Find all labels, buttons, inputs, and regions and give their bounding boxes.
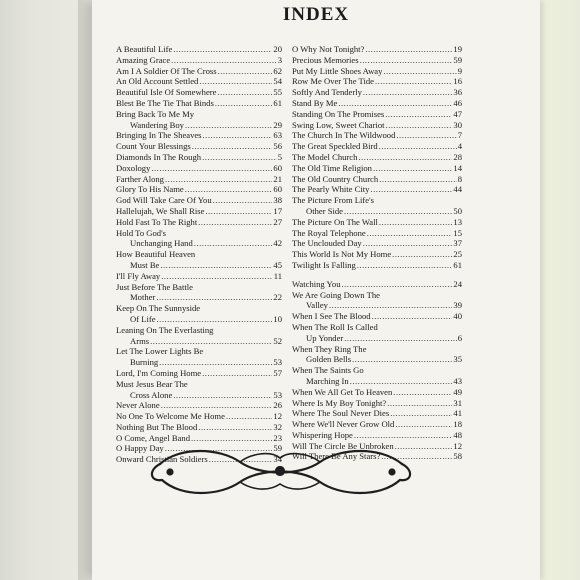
entry-title: Hold Fast To The Right [116, 216, 198, 227]
entry-page-number: 37 [453, 238, 462, 249]
index-entry [292, 228, 462, 239]
entry-page-number: 7 [457, 130, 462, 141]
dot-leader [352, 354, 452, 365]
entry-page-number: 45 [273, 259, 282, 270]
entry-title: No One To Welcome Me Home [116, 411, 225, 422]
entry-page-number: 16 [453, 76, 462, 87]
entry-page-number: 44 [453, 184, 462, 195]
entry-page-number: 30 [453, 119, 462, 130]
dot-leader [379, 217, 453, 228]
entry-title-line: Valley [306, 300, 328, 311]
dot-leader [342, 279, 453, 290]
entry-page-number: 53 [273, 389, 282, 400]
index-entry [116, 379, 282, 401]
dot-leader [387, 398, 452, 409]
entry-page-number: 55 [273, 87, 282, 98]
entry-page-number: 56 [273, 141, 282, 152]
entry-title: I'll Fly Away [116, 270, 161, 281]
entry-title-line: How Beautiful Heaven [116, 249, 196, 260]
dot-leader [173, 44, 272, 55]
entry-page-number: 59 [273, 443, 282, 454]
entry-title: God Will Take Care Of You [116, 195, 212, 206]
index-entry [292, 311, 462, 322]
entry-title: Bringing In The Sheaves [116, 130, 202, 141]
entry-title-line: Must Be [130, 259, 160, 270]
entry-title: Lord, I'm Coming Home [116, 367, 202, 378]
entry-page-number: 63 [273, 130, 282, 141]
index-entry [292, 174, 462, 185]
entry-page-number: 34 [273, 454, 282, 465]
entry-title-line: When The Saints Go [292, 365, 364, 376]
index-entry [292, 365, 462, 387]
dot-leader [150, 336, 272, 347]
entry-title-line: Wandering Boy [130, 119, 184, 130]
entry-page-number: 59 [453, 54, 462, 65]
entry-title-line: Marching In [306, 375, 349, 386]
dot-leader [344, 206, 452, 217]
entry-page-number: 60 [273, 162, 282, 173]
dot-leader [338, 98, 452, 109]
entry-title: O Why Not Tonight? [292, 44, 365, 54]
entry-title: Farther Along [116, 173, 164, 184]
entry-title-line: Burning [130, 357, 159, 368]
entry-page-number: 38 [273, 195, 282, 206]
entry-title-line: Unchanging Hand [130, 238, 193, 249]
index-entry [116, 76, 282, 87]
entry-title: Count Your Blessings [116, 141, 191, 152]
dot-leader [372, 311, 453, 322]
dot-leader [373, 163, 452, 174]
entry-title-line: Keep On The Sunnyside [116, 303, 201, 314]
entry-title-line: Hold To God's [116, 227, 166, 238]
entry-page-number: 57 [273, 367, 282, 378]
entry-page-number: 28 [453, 151, 462, 162]
dot-leader [383, 66, 456, 77]
entry-title-line: Let The Lower Lights Be [116, 346, 204, 357]
dot-leader [198, 217, 272, 228]
index-entry [116, 130, 282, 141]
entry-page-number: 52 [273, 335, 282, 346]
index-entry [116, 152, 282, 163]
dot-leader [215, 98, 273, 109]
entry-title: Beautiful Isle Of Somewhere [116, 87, 217, 98]
entry-page-number: 11 [273, 270, 282, 281]
entry-title: An Old Account Settled [116, 76, 199, 87]
entry-page-number: 53 [273, 357, 282, 368]
entry-title-line: Cross Alone [130, 389, 173, 400]
dot-leader [363, 238, 453, 249]
entry-title-line: When They Ring The [292, 343, 367, 354]
dot-leader [213, 195, 273, 206]
entry-page-number: 40 [453, 311, 462, 322]
entry-page-number: 43 [453, 375, 462, 386]
index-entry [116, 66, 282, 77]
entry-page-number: 15 [453, 227, 462, 238]
index-entry [116, 174, 282, 185]
decorative-flourish [140, 436, 420, 506]
entry-title: The Pearly White City [292, 184, 370, 195]
index-entry [292, 120, 462, 131]
index-entry [292, 249, 462, 260]
dot-leader [395, 419, 452, 430]
entry-page-number: 5 [277, 151, 282, 162]
entry-title: Diamonds In The Rough [116, 151, 202, 162]
entry-page-number: 32 [273, 421, 282, 432]
entry-title: Never Alone [116, 400, 160, 411]
index-entry [116, 109, 282, 131]
index-entry [116, 325, 282, 347]
index-entry [116, 55, 282, 66]
dot-leader [360, 55, 453, 66]
entry-title: Stand By Me [292, 97, 338, 108]
entry-title-line: We Are Going Down The [292, 289, 380, 300]
dot-leader [192, 141, 273, 152]
index-entry [292, 398, 462, 409]
index-entry [116, 217, 282, 228]
entry-page-number: 61 [273, 97, 282, 108]
entry-title: Row Me Over The Tide [292, 76, 374, 87]
entry-title-line: When The Roll Is Called [292, 321, 378, 332]
dot-leader [385, 109, 452, 120]
index-entry [292, 141, 462, 152]
entry-page-number: 4 [457, 141, 462, 152]
dot-leader [218, 66, 273, 77]
entry-page-number: 35 [453, 354, 462, 365]
entry-title: The Church In The Wildwood [292, 130, 396, 141]
entry-page-number: 23 [273, 432, 282, 443]
entry-title: The Picture On The Wall [292, 216, 378, 227]
entry-page-number: 26 [273, 400, 282, 411]
entry-page-number: 20 [273, 44, 282, 54]
entry-title: The Royal Telephone [292, 227, 366, 238]
entry-page-number: 13 [453, 216, 462, 227]
dot-leader [161, 271, 273, 282]
dot-leader [217, 87, 272, 98]
entry-title-line: Of Life [130, 313, 156, 324]
entry-title: When I See The Blood [292, 311, 371, 322]
entry-title: Whispering Hope [292, 429, 353, 440]
dot-leader [173, 390, 272, 401]
index-entry [292, 66, 462, 77]
index-column-left [116, 44, 282, 465]
entry-title: Twilight Is Falling [292, 259, 356, 270]
entry-title: Will The Circle Be Unbroken [292, 440, 394, 451]
index-entry [292, 260, 462, 271]
entry-title: Softly And Tenderly [292, 87, 362, 98]
index-entry [116, 87, 282, 98]
dot-leader [203, 130, 273, 141]
index-entry [292, 76, 462, 87]
dot-leader [165, 174, 272, 185]
dot-leader [379, 141, 457, 152]
entry-page-number: 14 [453, 162, 462, 173]
index-entry [116, 195, 282, 206]
dot-leader [357, 260, 453, 271]
entry-page-number: 25 [453, 249, 462, 260]
dot-leader [365, 44, 452, 55]
entry-title: Am I A Soldier Of The Cross [116, 65, 217, 76]
entry-page-number: 48 [453, 429, 462, 440]
entry-title: Put My Little Shoes Away [292, 65, 383, 76]
index-entry [292, 217, 462, 228]
dot-leader [350, 376, 453, 387]
index-entry [292, 109, 462, 120]
entry-page-number: 62 [273, 65, 282, 76]
index-entry [116, 98, 282, 109]
dot-leader [202, 368, 272, 379]
dot-leader [159, 357, 272, 368]
dot-leader [160, 260, 272, 271]
entry-title: When We All Get To Heaven [292, 386, 393, 397]
entry-title-line: Arms [130, 335, 150, 346]
index-entry [292, 163, 462, 174]
entry-page-number: 58 [453, 451, 462, 462]
dot-leader [185, 184, 273, 195]
dot-leader [171, 55, 277, 66]
dot-leader [370, 184, 452, 195]
entry-page-number: 54 [273, 76, 282, 87]
entry-title: The Great Speckled Bird [292, 141, 378, 152]
index-entry [116, 271, 282, 282]
entry-page-number: 42 [273, 238, 282, 249]
entry-page-number: 10 [273, 313, 282, 324]
index-entry [116, 44, 282, 55]
dot-leader [396, 130, 456, 141]
entry-title: The Unclouded Day [292, 238, 362, 249]
dot-leader [194, 238, 273, 249]
index-entry [116, 346, 282, 368]
index-entry [116, 303, 282, 325]
entry-page-number: 6 [457, 332, 462, 343]
index-entry [116, 411, 282, 422]
entry-title: Precious Memories [292, 54, 359, 65]
entry-title: Where The Soul Never Dies [292, 408, 390, 419]
entry-page-number: 21 [273, 173, 282, 184]
entry-title-line: Must Jesus Bear The [116, 378, 188, 389]
index-entry [292, 387, 462, 398]
entry-title: The Model Church [292, 151, 358, 162]
dot-leader [358, 152, 452, 163]
entry-page-number: 49 [453, 386, 462, 397]
index-entry [292, 290, 462, 312]
index-entry [116, 184, 282, 195]
entry-title: Hallelujah, We Shall Rise [116, 205, 205, 216]
index-page [92, 0, 540, 580]
entry-page-number: 47 [453, 108, 462, 119]
entry-page-number: 18 [453, 419, 462, 430]
dot-leader [161, 400, 273, 411]
entry-title: Where Is My Boy Tonight? [292, 397, 387, 408]
dot-leader [329, 300, 452, 311]
dot-leader [198, 422, 272, 433]
entry-title: Where We'll Never Grow Old [292, 419, 395, 430]
index-column-right [292, 44, 462, 462]
entry-page-number: 17 [273, 205, 282, 216]
index-entry [116, 206, 282, 217]
dot-leader [344, 333, 456, 344]
entry-title: Nothing But The Blood [116, 421, 198, 432]
index-entry [292, 322, 462, 344]
entry-title: Glory To His Name [116, 184, 184, 195]
entry-title-line: Golden Bells [306, 354, 352, 365]
entry-title: Amazing Grace [116, 54, 171, 65]
entry-page-number: 12 [453, 440, 462, 451]
index-entry [292, 55, 462, 66]
entry-title: Standing On The Promises [292, 108, 385, 119]
entry-title-line: Leaning On The Everlasting [116, 324, 214, 335]
entry-page-number: 50 [453, 205, 462, 216]
entry-page-number: 46 [453, 97, 462, 108]
index-entry [292, 184, 462, 195]
index-entry [292, 44, 462, 55]
entry-page-number: 22 [273, 292, 282, 303]
index-entry [292, 344, 462, 366]
entry-page-number: 61 [453, 259, 462, 270]
index-entry [292, 238, 462, 249]
dot-leader [185, 120, 272, 131]
entry-page-number: 3 [277, 54, 282, 65]
entry-title: Will There Be Any Stars? [292, 451, 381, 462]
column-gap [292, 271, 462, 279]
dot-leader [205, 206, 272, 217]
entry-title-line: Just Before The Battle [116, 281, 193, 292]
dot-leader [157, 314, 273, 325]
dot-leader [390, 408, 452, 419]
entry-page-number: 8 [457, 173, 462, 184]
entry-title-line: Other Side [306, 205, 343, 216]
entry-title: Blest Be The Tie That Binds [116, 97, 214, 108]
index-entry [116, 249, 282, 271]
entry-page-number: 36 [453, 87, 462, 98]
index-entry [116, 368, 282, 379]
dot-leader [202, 152, 277, 163]
index-entry [116, 163, 282, 174]
entry-page-number: 41 [453, 408, 462, 419]
entry-title: O Happy Day [116, 443, 164, 454]
index-entry [292, 130, 462, 141]
index-entry [116, 400, 282, 411]
dot-leader [392, 249, 452, 260]
entry-page-number: 24 [453, 278, 462, 289]
page-title: INDEX [282, 4, 350, 25]
dot-leader [386, 120, 453, 131]
index-entry [292, 419, 462, 430]
dot-leader [379, 174, 457, 185]
entry-title-line: The Picture From Life's [292, 195, 374, 206]
entry-title: Watching You [292, 278, 341, 289]
entry-title: The Old Time Religion [292, 162, 372, 173]
entry-title-line: Mother [130, 292, 156, 303]
entry-title: O Come, Angel Band [116, 432, 190, 443]
index-entry [116, 228, 282, 250]
dot-leader [226, 411, 273, 422]
entry-page-number: 29 [273, 119, 282, 130]
index-entry [292, 152, 462, 163]
entry-title: Swing Low, Sweet Chariot [292, 119, 385, 130]
index-entry [292, 98, 462, 109]
entry-page-number: 31 [453, 397, 462, 408]
dot-leader [367, 228, 453, 239]
entry-title: This World Is Not My Home [292, 249, 392, 260]
dot-leader [393, 387, 452, 398]
dot-leader [151, 163, 272, 174]
entry-title: Onward Christian Soldiers [116, 454, 208, 465]
entry-title-line: Bring Back To Me My [116, 108, 195, 119]
dot-leader [199, 76, 272, 87]
entry-page-number: 19 [453, 44, 462, 54]
dot-leader [363, 87, 453, 98]
entry-page-number: 27 [273, 216, 282, 227]
index-entry [116, 422, 282, 433]
index-entry [292, 279, 462, 290]
entry-title-line: Up Yonder [306, 332, 344, 343]
index-entry [116, 282, 282, 304]
entry-page-number: 60 [273, 184, 282, 195]
dot-leader [156, 292, 272, 303]
entry-page-number: 9 [457, 65, 462, 76]
entry-title: Doxology [116, 162, 151, 173]
dot-leader [375, 76, 452, 87]
entry-title: A Beautiful Life [116, 44, 173, 54]
entry-title: The Old Country Church [292, 173, 379, 184]
entry-page-number: 39 [453, 300, 462, 311]
index-entry [292, 408, 462, 419]
index-entry [292, 195, 462, 217]
entry-page-number: 12 [273, 411, 282, 422]
index-entry [292, 87, 462, 98]
index-entry [116, 141, 282, 152]
